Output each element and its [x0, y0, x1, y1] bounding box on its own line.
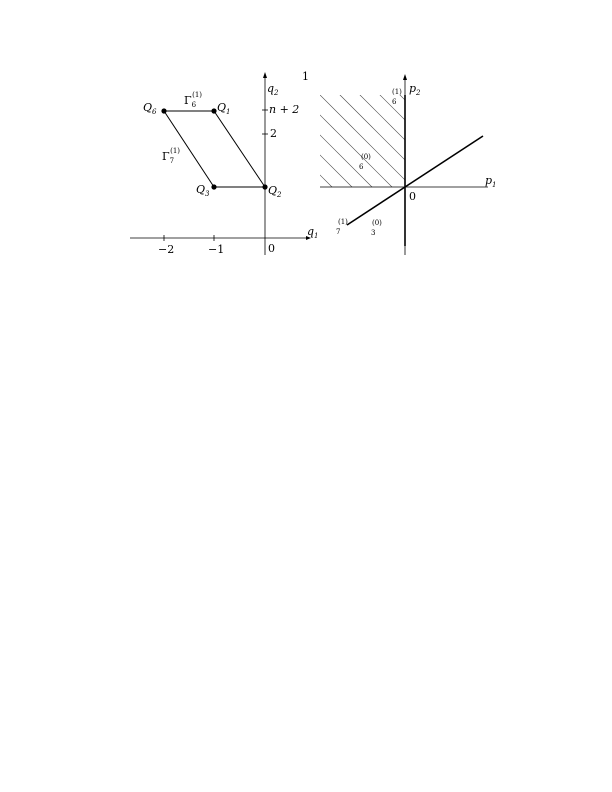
- vertex-q3: [211, 184, 216, 189]
- ray-label-6-0-sup: (0): [361, 153, 371, 161]
- ray-label-3-0-sub: 3: [371, 229, 376, 237]
- ray-label-7-1-sup: (1): [338, 218, 348, 226]
- q1-axis-label: $q_1$: [307, 225, 319, 240]
- tick-label-0: 0: [268, 242, 275, 255]
- p1-axis-label: $p_1$: [485, 174, 497, 189]
- label-gamma-6-1: $\Gamma_6(1)$: [184, 91, 203, 109]
- q2-axis-arrow: [263, 72, 267, 78]
- vertex-q2: [262, 184, 267, 189]
- tick-label-2: 2: [270, 127, 277, 140]
- ray-label-6-1-sup: (1): [392, 88, 402, 96]
- p2-axis-label: $p_2$: [409, 82, 421, 97]
- tick-label-minus2: −2: [158, 243, 175, 256]
- label-q3: $Q_3$: [196, 183, 210, 198]
- ray-label-7-1-sub: 7: [336, 228, 341, 236]
- tick-label-n-plus-2: n + 2: [269, 103, 300, 116]
- edge-q1-q2: [214, 111, 265, 187]
- label-q1: $Q_1$: [217, 101, 231, 116]
- ray-label-6-0-sub: 6: [359, 163, 364, 171]
- right-normal-fan-panel: [300, 74, 520, 255]
- p2-axis-arrow: [403, 74, 407, 80]
- ray-label-6-1-sub: 6: [392, 98, 397, 106]
- label-gamma-7-1: $\Gamma_7(1)$: [162, 147, 181, 165]
- corner-label: 1: [302, 70, 309, 83]
- q2-axis-label: $q_2$: [267, 82, 279, 97]
- left-newton-polygon-panel: [130, 70, 319, 256]
- label-q2: $Q_2$: [268, 184, 282, 199]
- origin-label: 0: [409, 190, 416, 203]
- vertex-q1: [211, 108, 216, 113]
- tick-label-minus1: −1: [208, 243, 225, 256]
- ray-label-3-0-sup: (0): [372, 219, 382, 227]
- ray-2-0: [405, 136, 483, 187]
- label-q6: $Q_6$: [143, 101, 157, 116]
- vertex-q6: [161, 108, 166, 113]
